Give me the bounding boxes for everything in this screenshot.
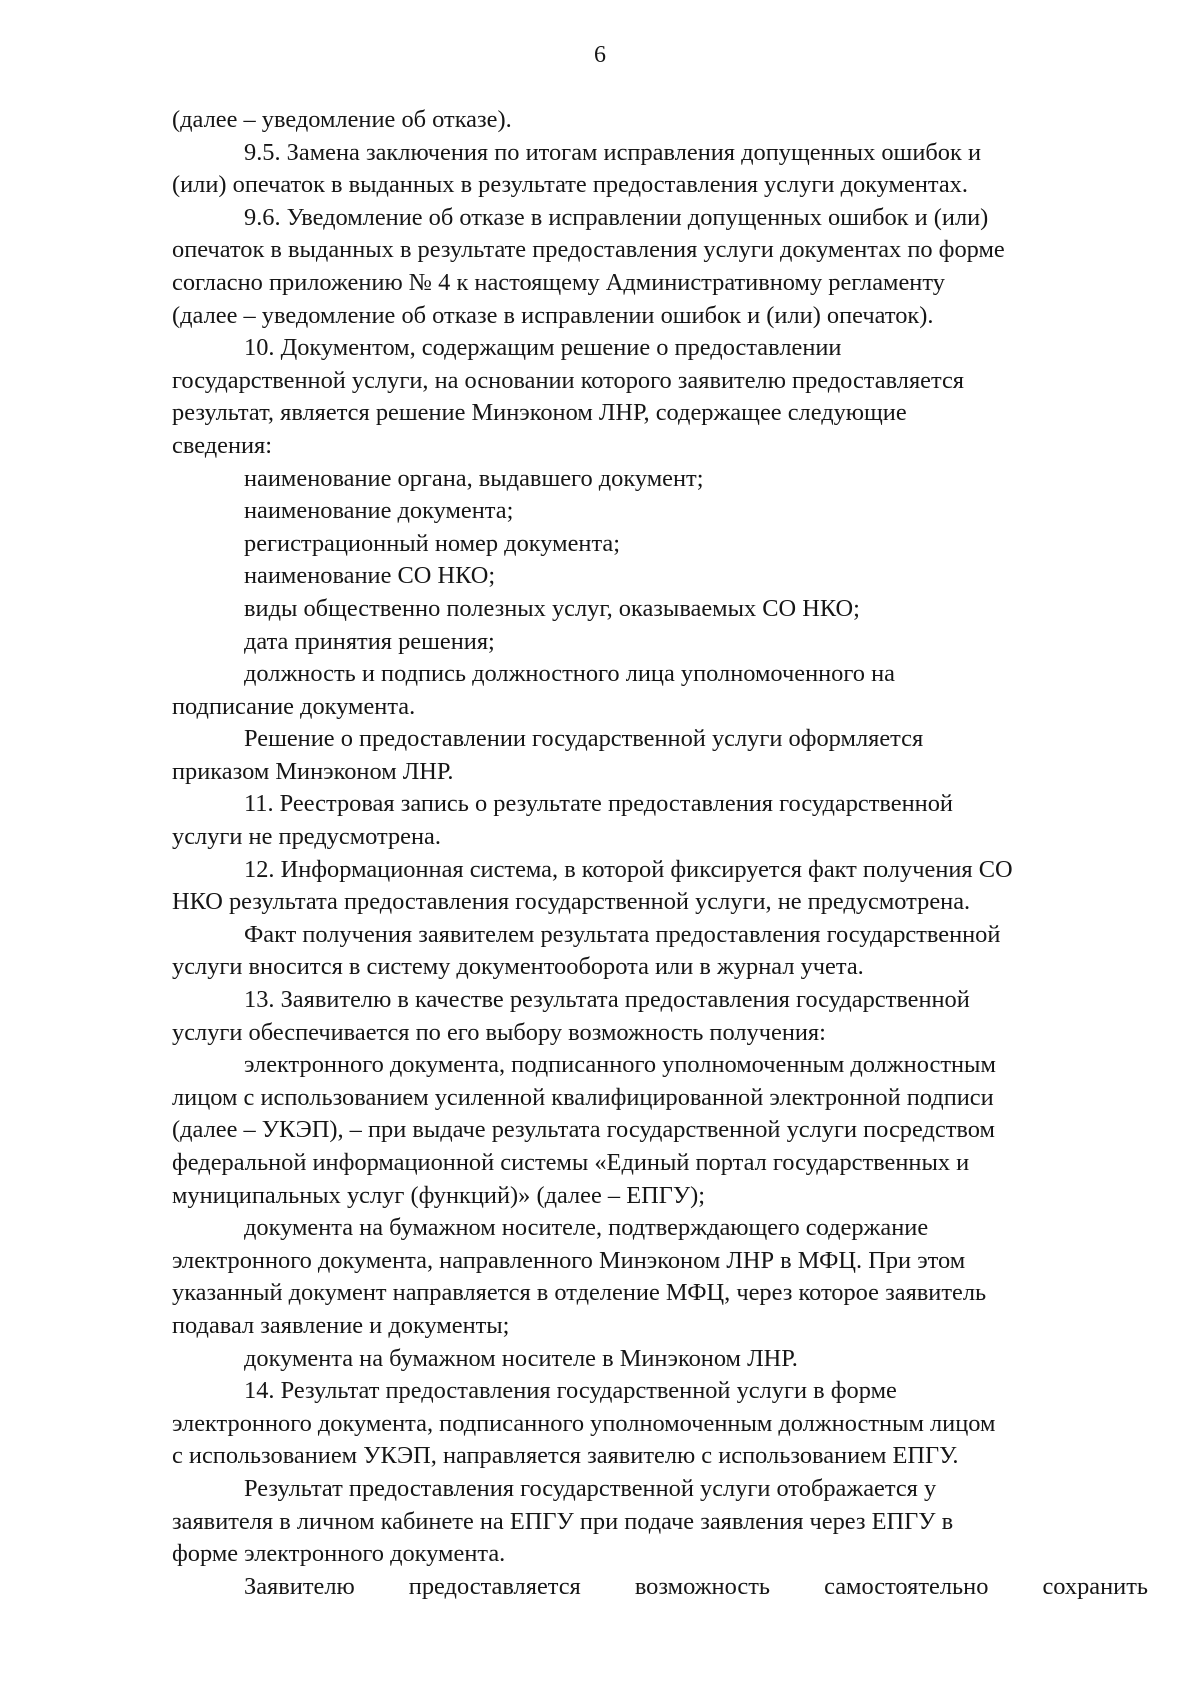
paragraph: 12. Информационная система, в которой фиксируется факт получения СО НКО результата предоставления государственной услуги, не предусмотрена.	[172, 855, 1013, 916]
list-item: наименование документа;	[244, 497, 514, 525]
paragraph: должность и подпись должностного лица уполномоченного на подписание документа.	[172, 660, 895, 720]
paragraph: 10. Документом, содержащим решение о предоставлении государственной услуги, на основании которого заявителю предоставляется результат, является решение Минэконом ЛНР, содержащее следующие сведения:	[172, 334, 965, 459]
paragraph: 11. Реестровая запись о результате предоставления государственной услуги не предусмотрена.	[172, 790, 953, 851]
paragraph: Результат предоставления государственной услуги отображается у заявителя в личном кабинете на ЕПГУ при подаче заявления через ЕПГУ в форме электронного документа.	[172, 1474, 954, 1568]
document-body	[172, 104, 1148, 1603]
paragraph: электронного документа, подписанного уполномоченным должностным лицом с использованием усиленной квалифицированной электронной подписи (далее – УКЭП), – при выдаче результата государственной услуги посредством федеральной информационной системы «Единый портал государственных и муниципальных услуг (функций)» (далее – ЕПГУ);	[172, 1051, 996, 1209]
paragraph: (далее – уведомление об отказе).	[172, 106, 512, 133]
list-item: наименование СО НКО;	[244, 562, 496, 590]
paragraph: Решение о предоставлении государственной услуги оформляется приказом Минэконом ЛНР.	[172, 725, 924, 785]
paragraph: документа на бумажном носителе, подтверждающего содержание электронного документа, направленного Минэконом ЛНР в МФЦ. При этом указанный документ направляется в отделение МФЦ, через которое заявитель подавал заявление и документы;	[172, 1214, 987, 1339]
paragraph: 14. Результат предоставления государственной услуги в форме электронного документа, подписанного уполномоченным должностным лицом с использованием УКЭП, направляется заявителю с использованием ЕПГУ.	[172, 1377, 996, 1470]
list-item: документа на бумажном носителе в Минэконом ЛНР.	[244, 1344, 798, 1372]
list-item: дата принятия решения;	[244, 627, 495, 655]
list-item: виды общественно полезных услуг, оказываемых СО НКО;	[244, 594, 860, 622]
list-item: регистрационный номер документа;	[244, 529, 621, 557]
paragraph: Факт получения заявителем результата предоставления государственной услуги вносится в систему документооборота или в журнал учета.	[172, 920, 1001, 981]
paragraph: 13. Заявителю в качестве результата предоставления государственной услуги обеспечивается по его выбору возможность получения:	[172, 986, 970, 1046]
list-item: наименование органа, выдавшего документ;	[244, 464, 704, 492]
paragraph: Заявителю предоставляется возможность самостоятельно сохранить	[244, 1572, 1148, 1600]
paragraph: 9.6. Уведомление об отказе в исправлении допущенных ошибок и (или) опечаток в выданных в результате предоставления услуги документах по форме согласно приложению № 4 к настоящему Административному регламенту (далее – уведомление об отказе в исправлении ошибок и (или) опечаток).	[172, 203, 1005, 329]
paragraph: 9.5. Замена заключения по итогам исправления допущенных ошибок и (или) опечаток в выданных в результате предоставления услуги документах.	[172, 138, 981, 199]
page-number: 6	[594, 42, 606, 68]
